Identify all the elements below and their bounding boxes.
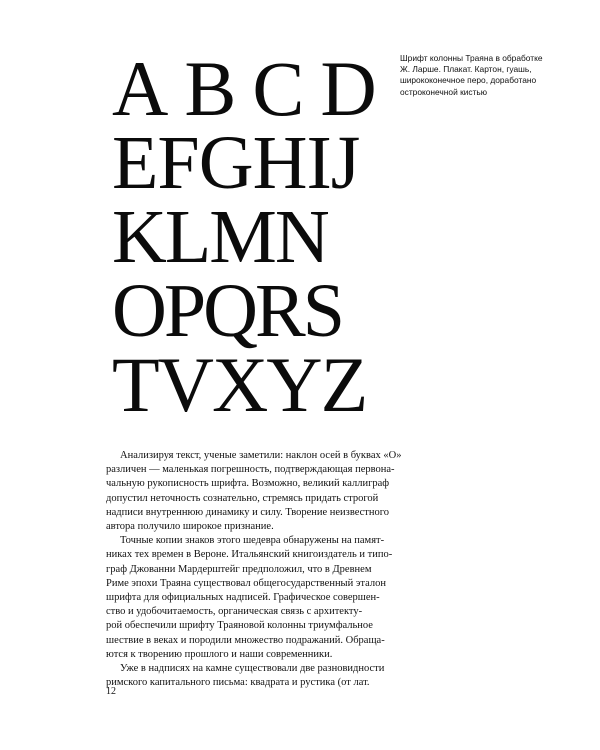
- text-line: допустил неточность сознательно, стремясь придать строгой: [106, 492, 379, 504]
- text-line: Уже в надписях на камне существовали две разновидности: [120, 663, 385, 675]
- alphabet-row: OPQRS: [112, 269, 342, 353]
- alphabet-row: KLMN: [112, 195, 328, 279]
- alphabet-row: TVXYZ: [112, 341, 367, 428]
- text-line: автора получило широкое признание.: [106, 521, 274, 533]
- text-line: рой обеспечили шрифту Траяновой колонны триумфальное: [106, 620, 373, 632]
- text-line: различен — маленькая погрешность, подтверждающая первона-: [106, 464, 395, 476]
- text-line: ются к творению прошлого и наши современники.: [106, 648, 333, 660]
- text-line: Риме эпохи Траяна существовал общегосударственный эталон: [106, 577, 386, 589]
- alphabet-row: ABCD: [112, 45, 393, 132]
- text-line: Анализируя текст, ученые заметили: наклон осей в буквах «О»: [120, 450, 402, 461]
- text-line: римского капитального письма: квадрата и рустика (от лат.: [106, 677, 370, 689]
- paragraph: [106, 662, 385, 690]
- paragraph: [106, 449, 402, 534]
- alphabet-row: EFGHIJ: [112, 121, 360, 205]
- trajan-alphabet-poster: [112, 45, 393, 428]
- text-line: граф Джованни Мардерштейг предположил, что в Древнем: [106, 563, 372, 575]
- page-number: 12: [106, 686, 116, 697]
- text-line: чальную рукописность шрифта. Возможно, великий каллиграф: [106, 478, 390, 490]
- text-line: ство и удобочитаемость, органическая связь с архитекту-: [106, 606, 363, 618]
- text-line: надписи внутреннюю динамику и силу. Творение неизвестного: [106, 506, 390, 518]
- paragraph: [106, 534, 393, 662]
- text-line: Точные копии знаков этого шедевра обнаружены на памят-: [120, 535, 385, 547]
- body-text: [106, 449, 402, 690]
- figure-caption: Шрифт колонны Траяна в обработке Ж. Ларше. Плакат. Картон, гуашь, ширококонечное перо, доработано остроконечной кистью: [400, 53, 543, 97]
- text-line: шествие в веках и породили множество подражаний. Обраща-: [106, 634, 385, 646]
- text-line: шрифта для официальных надписей. Графическое совершен-: [106, 592, 380, 604]
- text-line: никах тех времен в Вероне. Итальянский книгоиздатель и типо-: [106, 549, 393, 561]
